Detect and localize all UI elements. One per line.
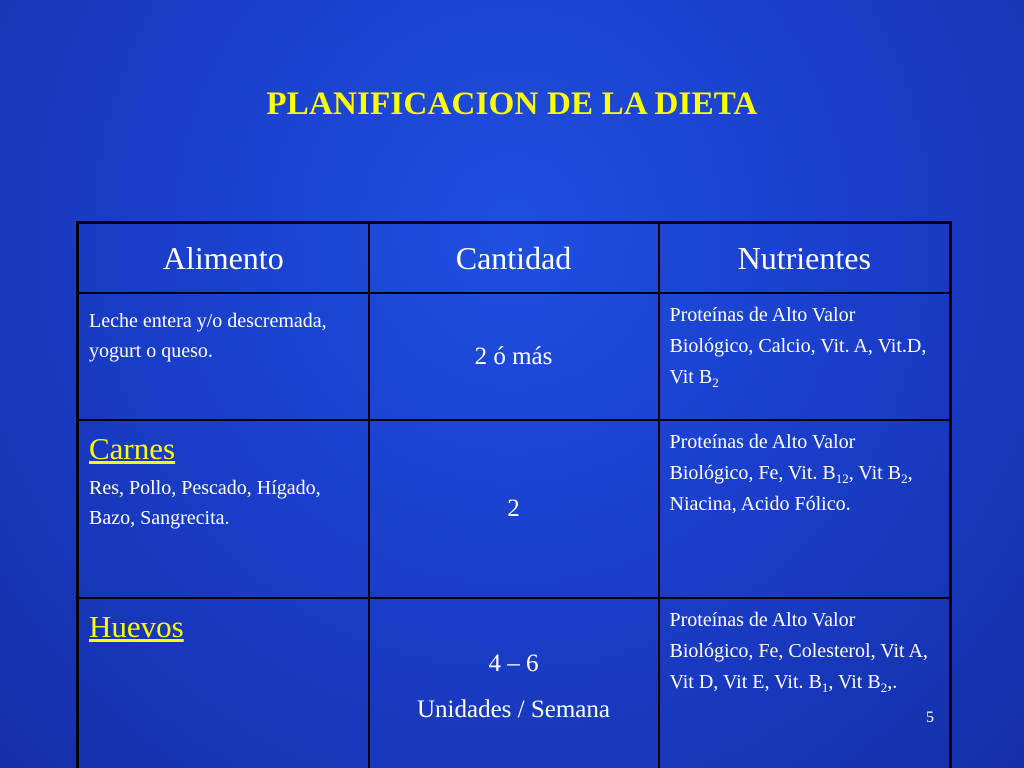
alimento-text: Leche entera y/o descremada, yogurt o queso. — [89, 310, 327, 362]
cantidad-text: 2 — [507, 495, 520, 522]
huevos-link[interactable]: Huevos — [89, 609, 184, 644]
nutrientes-text: Proteínas de Alto Valor Biológico, Fe, Vit. B — [669, 431, 856, 484]
nutrientes-subscript: 1 — [821, 680, 829, 695]
nutrientes-subscript: 2 — [712, 375, 719, 390]
nutrientes-text: ,. — [887, 671, 898, 693]
nutrientes-text: , Vit B — [848, 462, 902, 484]
nutrientes-text: Proteínas de Alto Valor Biológico, Fe, Colesterol, Vit A, Vit D, Vit E, Vit. B — [669, 609, 928, 693]
nutrientes-text: , Niacina, Acido Fólico. — [669, 462, 913, 515]
cantidad-unit-text: Unidades / Semana — [416, 696, 610, 723]
alimento-text: Res, Pollo, Pescado, Hígado, Bazo, Sangrecita. — [89, 477, 321, 529]
cantidad-cell — [369, 293, 659, 420]
table-row — [78, 598, 951, 768]
cantidad-cell — [369, 420, 659, 598]
table-row — [78, 420, 951, 598]
nutrientes-subscript: 2 — [901, 471, 908, 486]
alimento-cell — [78, 293, 369, 420]
header-nutrientes: Nutrientes — [659, 223, 951, 294]
alimento-cell — [78, 420, 369, 598]
table-header-row — [78, 223, 951, 294]
nutrientes-subscript: 2 — [880, 680, 888, 695]
diet-table — [76, 221, 952, 768]
nutrientes-cell — [659, 598, 951, 768]
header-alimento: Alimento — [78, 223, 369, 294]
alimento-cell — [78, 598, 369, 768]
cantidad-cell — [369, 598, 659, 768]
carnes-link[interactable]: Carnes — [89, 431, 176, 466]
nutrientes-cell — [659, 293, 951, 420]
page-number: 5 — [926, 709, 934, 726]
nutrientes-text: , Vit B — [828, 671, 881, 693]
cantidad-text: 4 – 6 — [488, 650, 539, 677]
header-cantidad: Cantidad — [369, 223, 659, 294]
slide-title: PLANIFICACION DE LA DIETA — [266, 86, 758, 122]
cantidad-text: 2 ó más — [474, 342, 553, 370]
nutrientes-cell — [659, 420, 951, 598]
nutrientes-text: Proteínas de Alto Valor Biológico, Calcio, Vit. A, Vit.D, Vit B — [669, 304, 927, 388]
nutrientes-subscript: 12 — [835, 471, 849, 486]
table-row — [78, 293, 951, 420]
